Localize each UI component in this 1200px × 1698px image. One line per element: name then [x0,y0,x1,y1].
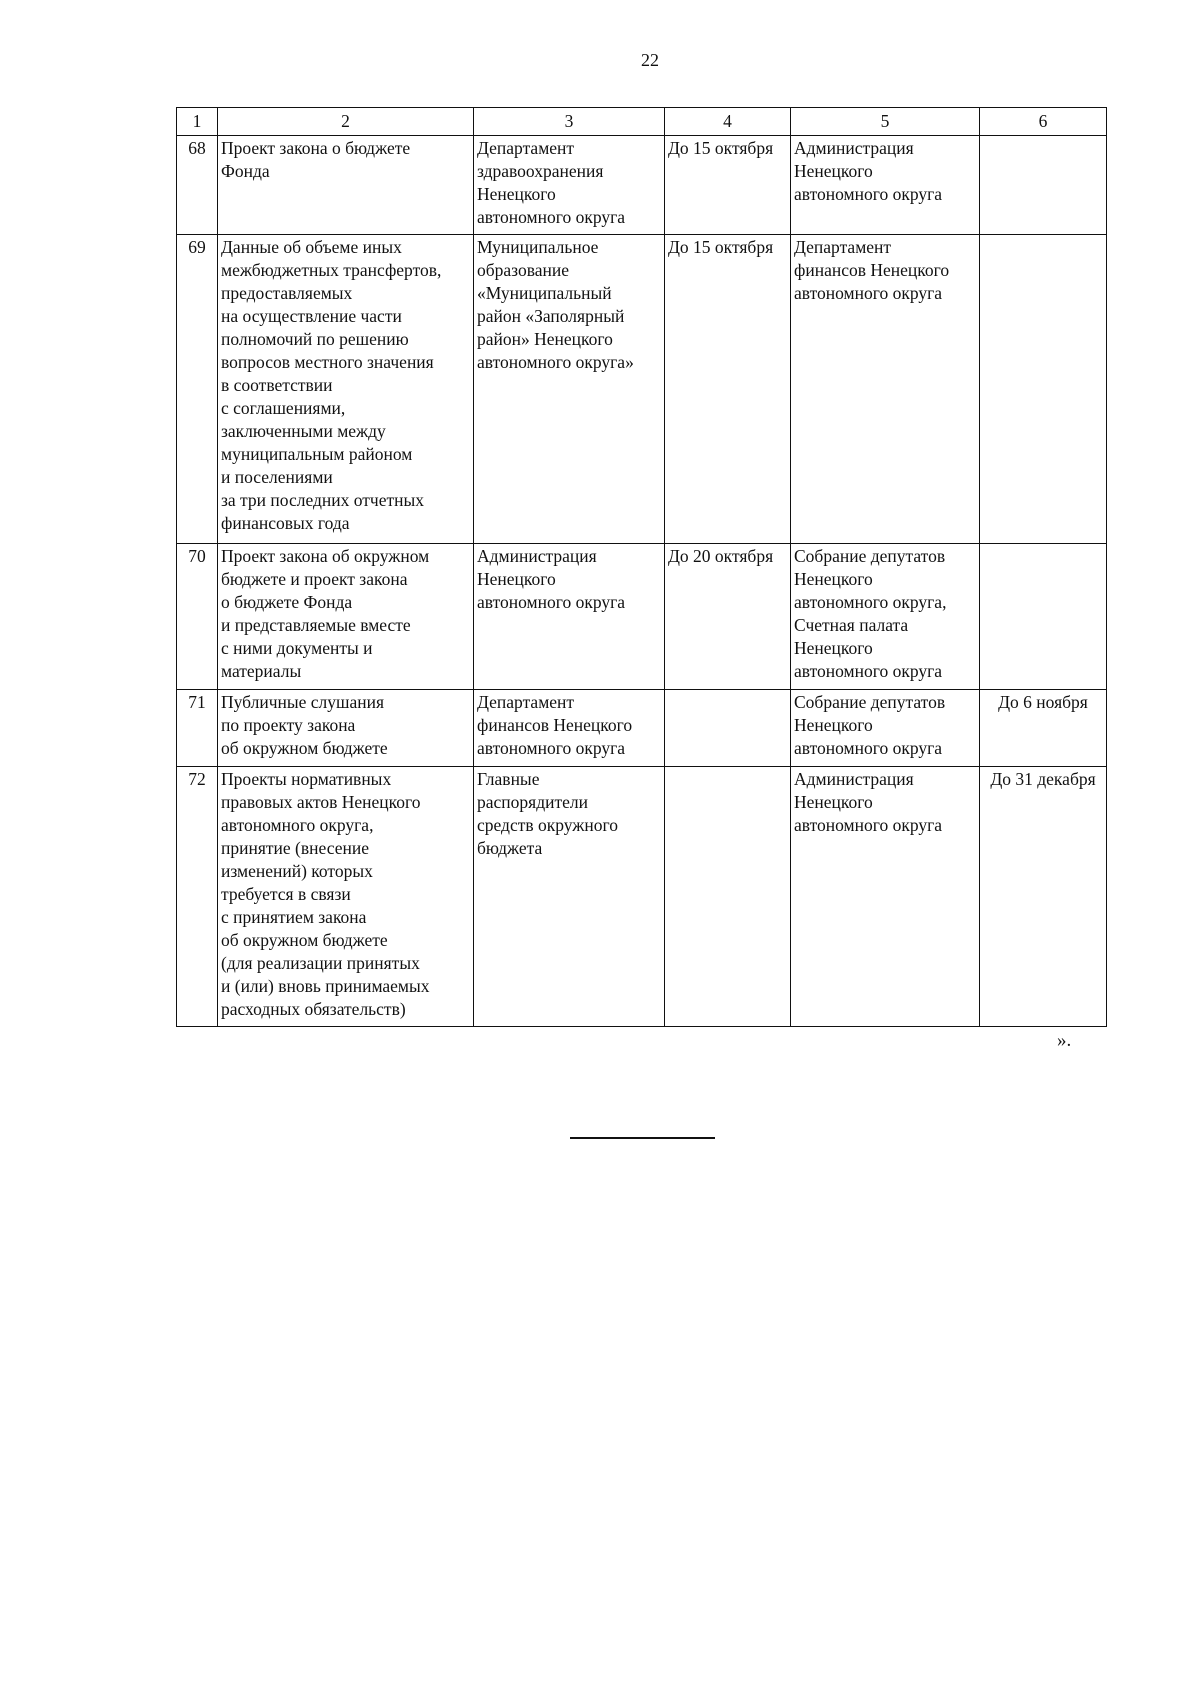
row-number: 68 [177,136,218,235]
table-header-row [177,108,1107,136]
recipient-deadline-cell: До 6 ноября [980,690,1107,767]
document-cell: Проекты нормативных правовых актов Ненецкого автономного округа, принятие (внесение изменений) которых требуется в связи с принятием закона об окружном бюджете (для реализации принятых и (или) вновь принимаемых расходных обязательств) [218,767,474,1027]
provider-cell: Департамент здравоохранения Ненецкого автономного округа [474,136,665,235]
page-number-text: 22 [641,50,659,70]
row-number: 70 [177,544,218,690]
header-cell-6: 6 [980,108,1107,136]
header-cell-1: 1 [177,108,218,136]
deadline-cell: До 20 октября [665,544,791,690]
schedule-table [176,107,1107,1027]
header-cell-4: 4 [665,108,791,136]
row-number: 69 [177,235,218,544]
recipient-deadline-cell: До 31 декабря [980,767,1107,1027]
header-cell-5: 5 [791,108,980,136]
recipient-deadline-cell [980,544,1107,690]
row-number: 71 [177,690,218,767]
recipient-cell: Администрация Ненецкого автономного округа [791,136,980,235]
table-row-71 [177,690,1107,767]
deadline-cell: До 15 октября [665,136,791,235]
deadline-cell [665,690,791,767]
header-cell-3: 3 [474,108,665,136]
recipient-deadline-cell [980,136,1107,235]
deadline-cell [665,767,791,1027]
provider-cell: Главные распорядители средств окружного бюджета [474,767,665,1027]
recipient-cell: Собрание депутатов Ненецкого автономного округа, Счетная палата Ненецкого автономного округа [791,544,980,690]
end-separator-line [570,1137,715,1139]
recipient-cell: Собрание депутатов Ненецкого автономного округа [791,690,980,767]
table-row-70 [177,544,1107,690]
provider-cell: Муниципальное образование «Муниципальный район «Заполярный район» Ненецкого автономного округа» [474,235,665,544]
recipient-deadline-cell [980,235,1107,544]
table-row-72 [177,767,1107,1027]
deadline-cell: До 15 октября [665,235,791,544]
document-cell: Данные об объеме иных межбюджетных трансфертов, предоставляемых на осуществление части полномочий по решению вопросов местного значения в соответствии с соглашениями, заключенными между муниципальным районом и поселениями за три последних отчетных финансовых года [218,235,474,544]
document-cell: Проект закона об окружном бюджете и проект закона о бюджете Фонда и представляемые вместе с ними документы и материалы [218,544,474,690]
row-number: 72 [177,767,218,1027]
table-row-69 [177,235,1107,544]
closing-quote-mark: ». [1057,1030,1072,1051]
recipient-cell: Департамент финансов Ненецкого автономного округа [791,235,980,544]
table-row-68 [177,136,1107,235]
page-number [42,50,1200,71]
provider-cell: Администрация Ненецкого автономного округа [474,544,665,690]
recipient-cell: Администрация Ненецкого автономного округа [791,767,980,1027]
document-cell: Публичные слушания по проекту закона об окружном бюджете [218,690,474,767]
provider-cell: Департамент финансов Ненецкого автономного округа [474,690,665,767]
header-cell-2: 2 [218,108,474,136]
document-cell: Проект закона о бюджете Фонда [218,136,474,235]
